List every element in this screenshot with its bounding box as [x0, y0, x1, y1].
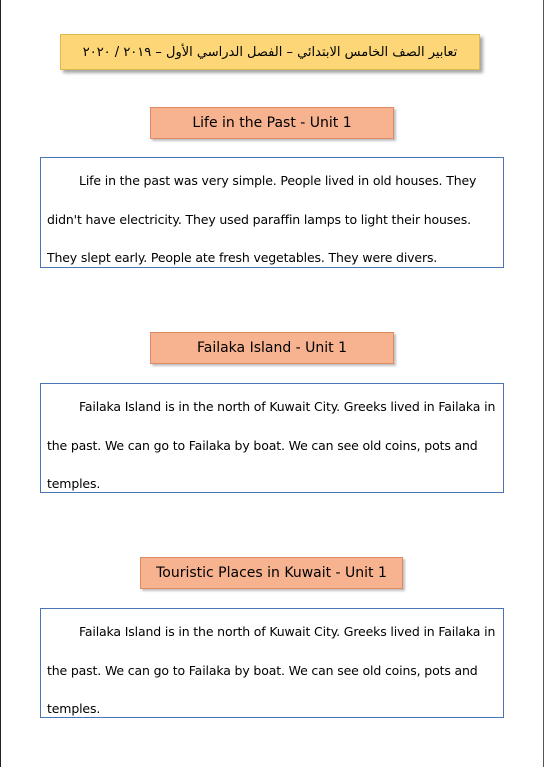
paragraph-text: Failaka Island is in the north of Kuwait City. Greeks lived in Failaka in the past. We can go to Failaka by boat. We can see old coins, pots and temples.	[47, 624, 496, 716]
header-title: تعابير الصف الخامس الابتدائي – الفصل الدراسي الأول – ٢٠١٩ / ٢٠٢٠	[82, 44, 458, 60]
section-title-failaka-island	[150, 332, 394, 364]
page-border-left	[0, 0, 1, 767]
paragraph-box-failaka-island	[40, 383, 504, 493]
paragraph-box-touristic-places	[40, 608, 504, 718]
section-title-label: Failaka Island - Unit 1	[196, 340, 348, 356]
header-banner	[60, 34, 480, 70]
section-title-touristic-places	[140, 557, 403, 589]
section-title-label: Life in the Past - Unit 1	[192, 115, 352, 131]
paragraph-text: Life in the past was very simple. People lived in old houses. They didn't have electricity. They used paraffin lamps to light their houses. They slept early. People ate fresh vegetables. They were divers.	[47, 173, 477, 265]
paragraph-box-life-in-the-past	[40, 157, 504, 268]
section-title-label: Touristic Places in Kuwait - Unit 1	[156, 565, 387, 581]
paragraph-text: Failaka Island is in the north of Kuwait City. Greeks lived in Failaka in the past. We can go to Failaka by boat. We can see old coins, pots and temples.	[47, 399, 496, 491]
section-title-life-in-the-past	[150, 107, 394, 139]
